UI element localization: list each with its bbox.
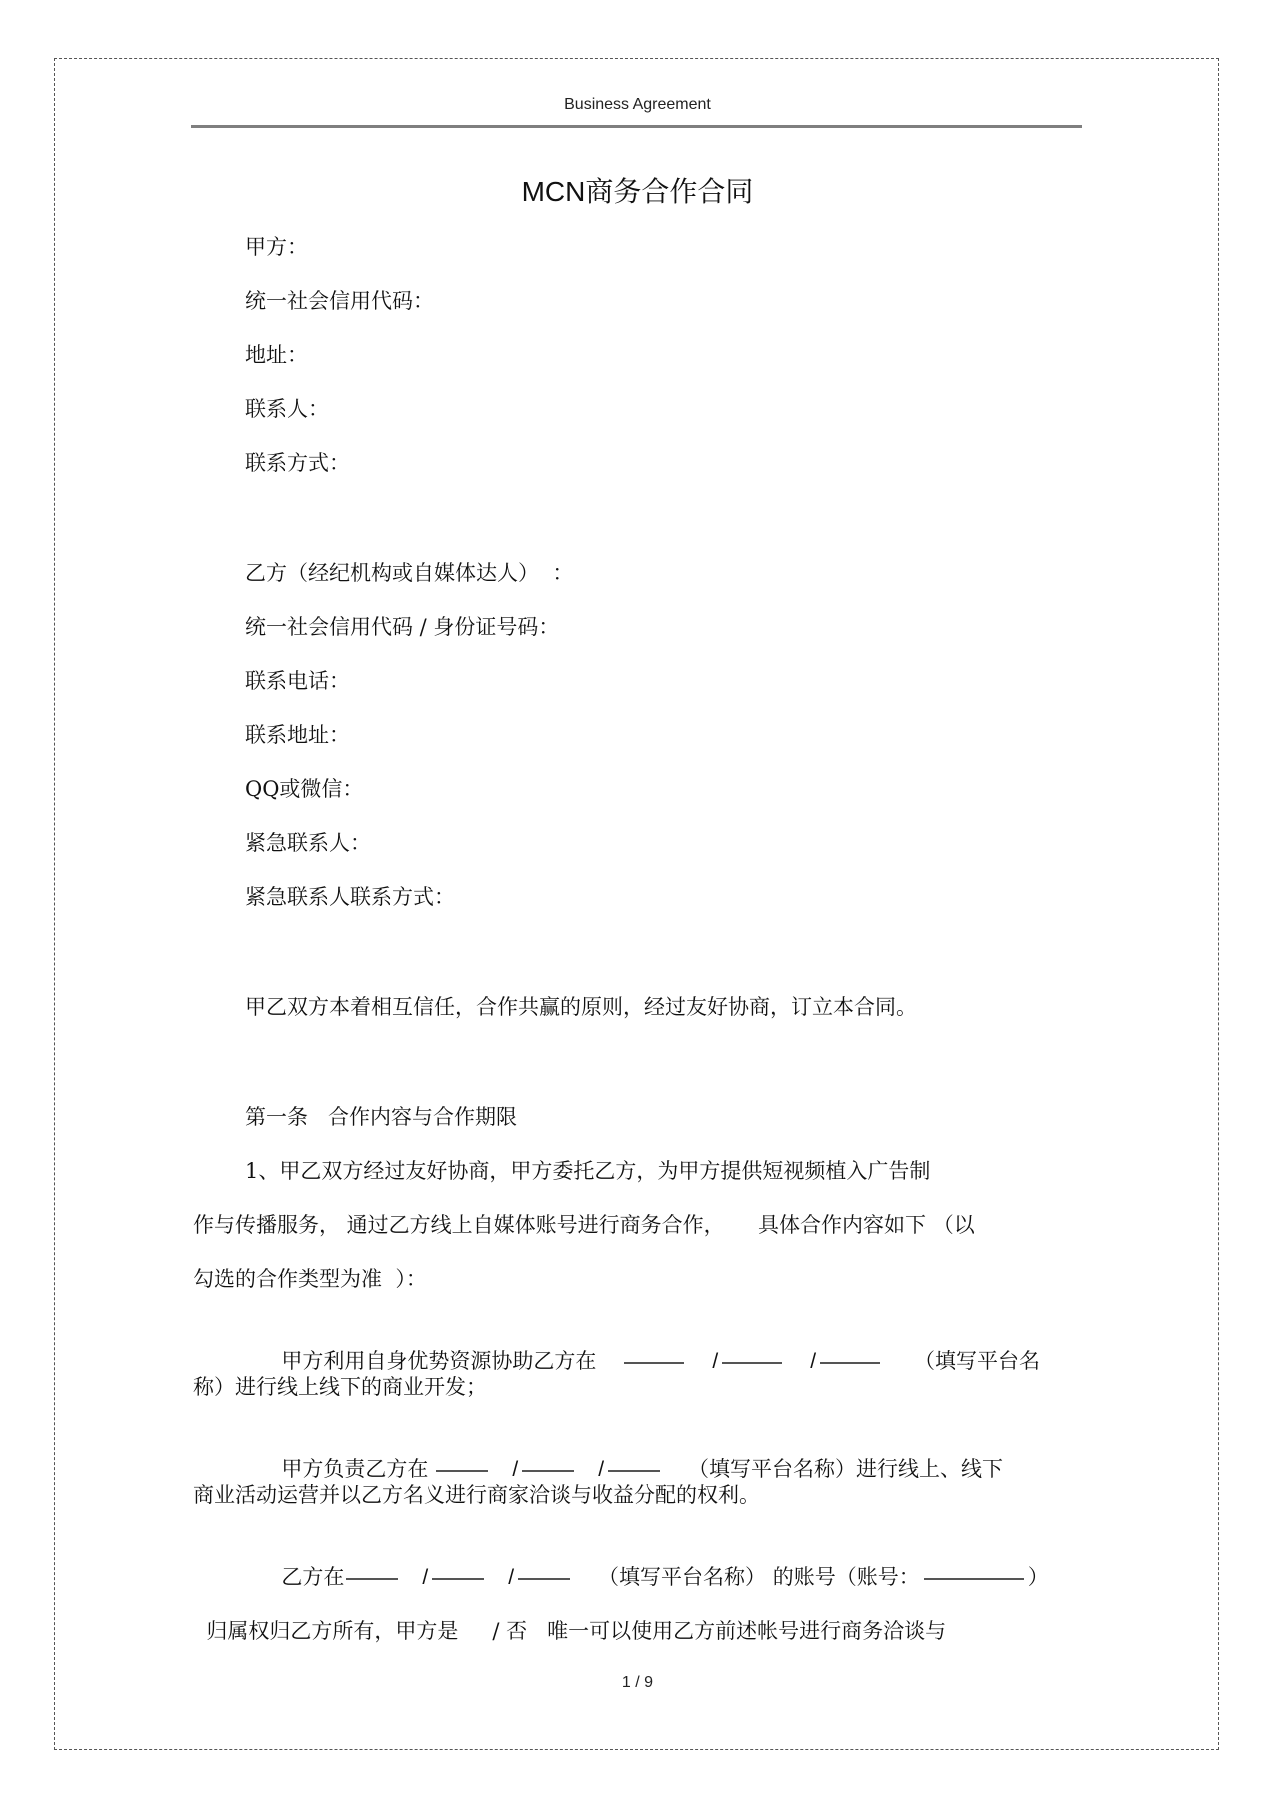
page-number: 1 / 9 [621,1674,654,1691]
separator: / [512,1458,519,1481]
party-b-emergency-contact-method: 紧急联系人联系方式： [245,885,455,909]
header-rule [191,125,1082,128]
party-b-qq-wechat: QQ或微信： [245,777,364,801]
party-b-address: 联系地址： [245,723,350,747]
party-a-contact-person: 联系人： [245,397,329,421]
article-1-para1-line2: 作与传播服务， 通过乙方线上自媒体账号进行商务合作， 具体合作内容如下 （以 [193,1213,975,1237]
party-b-emergency-contact: 紧急联系人： [245,831,371,855]
party-b-credit-or-id: 统一社会信用代码 / 身份证号码： [245,615,560,639]
platform-blank [820,1362,880,1364]
option-2-prefix: 甲方负责乙方在 [281,1457,429,1481]
platform-blank [346,1578,398,1580]
platform-blank [722,1362,782,1364]
party-a-contact-method: 联系方式： [245,451,350,475]
option-1-suffix: （填写平台名 [914,1349,1041,1373]
option-3-line2-b: / 否 [492,1619,528,1643]
running-header: Business Agreement [564,96,711,113]
article-1-para1-line1: 1、甲乙双方经过友好协商，甲方委托乙方，为甲方提供短视频植入广告制 [245,1159,931,1183]
option-3-line1 [268,1535,1049,1592]
separator: / [712,1350,719,1373]
separator: / [598,1458,605,1481]
platform-blank [522,1470,574,1472]
option-3-prefix: 乙方在 [281,1565,345,1589]
separator: / [508,1566,515,1589]
option-1-line2: 称）进行线上线下的商业开发； [193,1375,487,1399]
option-3-end: ） [1027,1565,1049,1589]
party-a-label: 甲方： [245,235,308,259]
option-3-line2 [193,1589,946,1645]
article-1-heading: 第一条 合作内容与合作期限 [245,1105,518,1129]
party-a-credit-code: 统一社会信用代码： [245,289,434,313]
document-title: MCN商务合作合同 [521,176,754,207]
platform-blank [432,1578,484,1580]
article-1-para1-line3: 勾选的合作类型为准 ）： [193,1267,427,1291]
option-3-line2-c: 唯一可以使用乙方前述帐号进行商务洽谈与 [547,1619,947,1643]
option-2-line1 [268,1427,1003,1484]
platform-blank [436,1470,488,1472]
option-1-line1 [268,1319,1040,1376]
separator: / [422,1566,429,1589]
platform-blank [518,1578,570,1580]
platform-blank [608,1470,660,1472]
option-3-line2-a: 归属权归乙方所有，甲方是 [206,1619,459,1643]
separator: / [810,1350,817,1373]
option-3-middle: （填写平台名称） 的账号（账号： [598,1565,920,1589]
option-1-prefix: 甲方利用自身优势资源协助乙方在 [281,1349,597,1373]
account-blank [924,1578,1024,1580]
party-b-phone: 联系电话： [245,669,350,693]
option-2-line2: 商业活动运营并以乙方名义进行商家洽谈与收益分配的权利。 [193,1483,760,1507]
option-2-suffix: （填写平台名称）进行线上、线下 [688,1457,1004,1481]
party-a-address: 地址： [245,343,308,367]
platform-blank [624,1362,684,1364]
party-b-label: 乙方（经纪机构或自媒体达人） ： [245,561,574,585]
preamble: 甲乙双方本着相互信任，合作共赢的原则，经过友好协商，订立本合同。 [245,995,917,1019]
